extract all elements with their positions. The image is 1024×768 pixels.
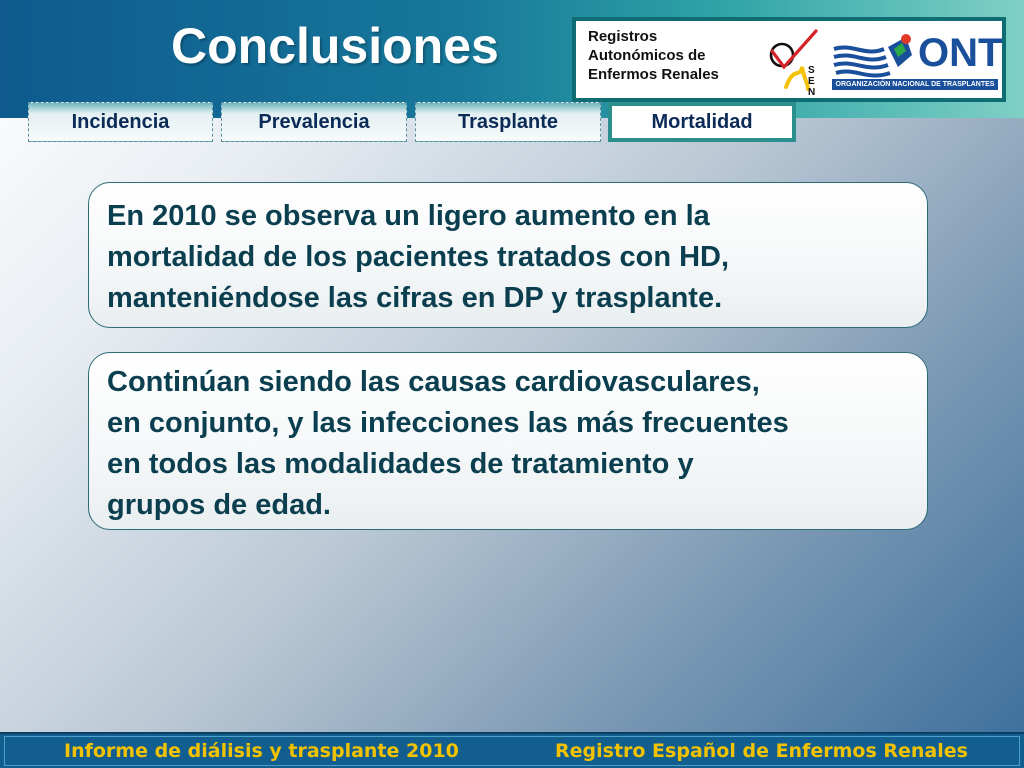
tab-label: Mortalidad [651, 110, 753, 133]
sen-letters: S E N [808, 65, 816, 98]
slide-title: Conclusiones [171, 18, 499, 74]
conclusion-text-1: En 2010 se observa un ligero aumento en la mortalidad de los pacientes tratados con HD, manteniéndose las cifras en DP y trasplante. [107, 200, 730, 314]
footer-bar [0, 732, 1024, 768]
footer-left-text: Informe de diálisis y trasplante 2010 [64, 740, 459, 762]
conclusion-text-2: Continúan siendo las causas cardiovasculares, en conjunto, y las infecciones las más frecuentes en todos las modalidades de tratamiento y grupos de edad. [107, 366, 789, 521]
registry-logo-box [572, 17, 1006, 102]
conclusion-box-1 [88, 182, 928, 328]
logo-line-1: Registros [588, 28, 658, 45]
tab-label: Prevalencia [258, 110, 370, 133]
logo-text [588, 27, 719, 84]
tab-incidencia[interactable] [28, 102, 213, 142]
conclusion-box-2 [88, 352, 928, 530]
logo-line-2: Autonómicos de [588, 47, 706, 64]
tab-prevalencia[interactable] [221, 102, 407, 142]
ont-wordmark: ONT [918, 31, 1003, 75]
logo-line-3: Enfermos Renales [588, 66, 719, 83]
tab-trasplante[interactable] [415, 102, 601, 142]
footer-right-text: Registro Español de Enfermos Renales [555, 740, 968, 762]
ont-subtitle: ORGANIZACIÓN NACIONAL DE TRASPLANTES [832, 79, 998, 90]
tab-label: Incidencia [71, 110, 170, 133]
tab-mortalidad[interactable] [608, 102, 796, 142]
tab-label: Trasplante [457, 110, 559, 133]
